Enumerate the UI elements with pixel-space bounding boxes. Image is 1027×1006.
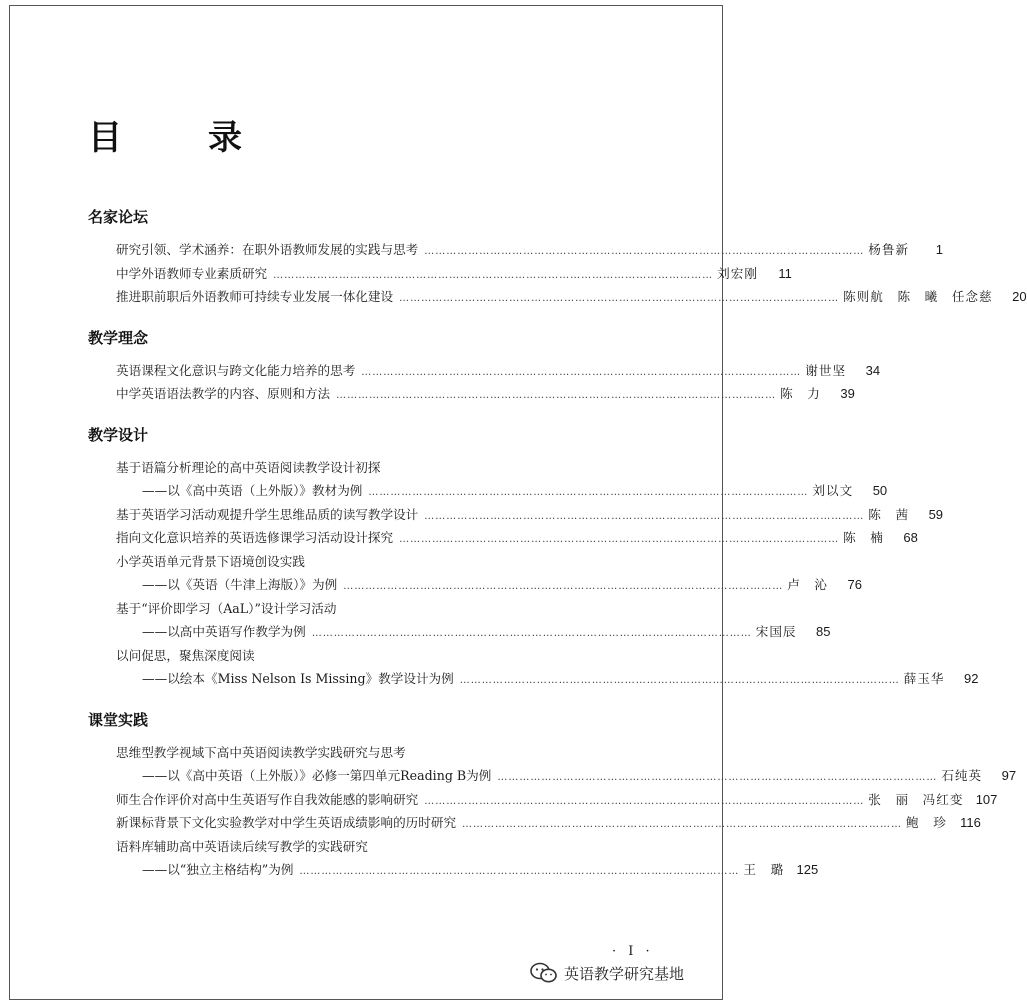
toc-entry <box>116 550 648 574</box>
entry-author: 王 璐 <box>743 862 785 877</box>
entry-title: 以问促思，聚焦深度阅读 <box>116 647 255 663</box>
entry-list <box>88 238 1027 309</box>
toc-entry[interactable] <box>116 262 792 286</box>
entry-title: 推进职前职后外语教师可持续专业发展一体化建设 <box>116 289 394 304</box>
page-title: 目 录 <box>88 118 268 158</box>
dot-leader: ………………………………………………………………………………………………………… <box>311 628 752 639</box>
dot-leader: ………………………………………………………………………………………………………… <box>343 581 784 592</box>
entry-page: 92 <box>964 671 979 686</box>
toc-subtitle-entry[interactable] <box>116 667 979 691</box>
entry-author: 杨鲁新 <box>868 242 910 257</box>
entry-title: ——以《英语（牛津上海版）》为例 <box>142 577 338 592</box>
entry-author: 薛玉华 <box>903 671 945 686</box>
toc-section <box>88 703 1017 882</box>
entry-title: 语料库辅助高中英语读后续写教学的实践研究 <box>116 838 368 854</box>
table-of-contents <box>88 200 1027 894</box>
entry-title: 指向文化意识培养的英语选修课学习活动设计探究 <box>116 530 394 545</box>
toc-section <box>88 321 881 406</box>
section-title: 课堂实践 <box>88 710 149 729</box>
watermark <box>530 962 684 984</box>
dot-leader: ………………………………………………………………………………………………………… <box>424 246 865 257</box>
toc-entry[interactable] <box>116 382 855 406</box>
dot-leader: ………………………………………………………………………………………………………… <box>368 487 809 498</box>
entry-author: 宋国辰 <box>755 624 797 639</box>
entry-list <box>88 359 881 406</box>
entry-title: ——以《高中英语（上外版）》必修一第四单元Reading B为例 <box>142 768 492 783</box>
entry-author: 卢 沁 <box>787 577 828 592</box>
toc-entry <box>116 597 648 621</box>
entry-title: 中学英语语法教学的内容、原则和方法 <box>116 386 331 401</box>
dot-leader: ………………………………………………………………………………………………………… <box>459 675 900 686</box>
toc-entry[interactable] <box>116 788 998 812</box>
entry-page: 107 <box>975 791 998 807</box>
entry-page: 125 <box>796 862 819 877</box>
entry-page: 97 <box>1001 768 1017 783</box>
entry-title: 研究引领、学术涵养：在职外语教师发展的实践与思考 <box>116 242 419 257</box>
entry-title: ——以“独立主格结构”为例 <box>142 862 294 877</box>
dot-leader: ………………………………………………………………………………………………………… <box>462 819 903 830</box>
entry-title: 基于英语学习活动观提升学生思维品质的读写教学设计 <box>116 506 419 522</box>
entry-list <box>88 741 1017 882</box>
dot-leader: ………………………………………………………………………………………………………… <box>399 534 840 545</box>
entry-title: ——以高中英语写作教学为例 <box>142 624 306 639</box>
entry-author: 陈则航 陈 曦 任念慈 <box>843 289 993 304</box>
entry-page: 116 <box>960 815 981 830</box>
section-title: 教学设计 <box>88 425 149 444</box>
entry-page: 39 <box>840 386 855 401</box>
entry-author: 张 丽 冯红变 <box>868 791 964 807</box>
entry-page: 11 <box>778 265 792 281</box>
entry-title: 思维型教学视域下高中英语阅读教学实践研究与思考 <box>116 744 406 760</box>
dot-leader: ………………………………………………………………………………………………………… <box>299 866 740 877</box>
entry-page: 20 <box>1012 289 1027 304</box>
toc-subtitle-entry[interactable] <box>116 764 1017 788</box>
entry-page: 68 <box>903 530 918 545</box>
entry-author: 谢世坚 <box>805 362 847 378</box>
toc-entry[interactable] <box>116 359 881 383</box>
entry-title: 基于语篇分析理论的高中英语阅读教学设计初探 <box>116 459 381 475</box>
toc-subtitle-entry[interactable] <box>116 479 888 503</box>
toc-entry[interactable] <box>116 238 944 262</box>
toc-subtitle-entry[interactable] <box>116 858 819 882</box>
entry-author: 陈 茜 <box>868 506 910 522</box>
dot-leader: ………………………………………………………………………………………………………… <box>424 795 865 807</box>
watermark-text: 英语教学研究基地 <box>564 964 685 983</box>
entry-title: 英语课程文化意识与跨文化能力培养的思考 <box>116 362 356 378</box>
entry-page: 59 <box>928 506 944 522</box>
toc-section <box>88 200 1027 309</box>
toc-subtitle-entry[interactable] <box>116 620 831 644</box>
toc-entry <box>116 456 648 480</box>
page-number: · I · <box>612 944 654 959</box>
dot-leader: ………………………………………………………………………………………………………… <box>336 390 777 401</box>
entry-title: 中学外语教师专业素质研究 <box>116 265 268 281</box>
entry-title: 师生合作评价对高中生英语写作自我效能感的影响研究 <box>116 791 419 807</box>
toc-subtitle-entry[interactable] <box>116 573 862 597</box>
dot-leader: ………………………………………………………………………………………………………… <box>273 269 714 281</box>
entry-author: 鲍 珍 <box>906 815 947 830</box>
entry-author: 陈 楠 <box>843 530 884 545</box>
toc-entry[interactable] <box>116 503 944 527</box>
dot-leader: ………………………………………………………………………………………………………… <box>497 772 938 783</box>
toc-entry[interactable] <box>116 526 918 550</box>
entry-title: 新课标背景下文化实验教学对中学生英语成绩影响的历时研究 <box>116 815 457 830</box>
dot-leader: ………………………………………………………………………………………………………… <box>361 366 802 378</box>
entry-page: 34 <box>865 362 881 378</box>
dot-leader: ………………………………………………………………………………………………………… <box>424 510 865 522</box>
entry-title: 基于“评价即学习（AaL）”设计学习活动 <box>116 600 337 616</box>
toc-entry <box>116 741 648 765</box>
toc-section <box>88 418 979 691</box>
entry-list <box>88 456 979 691</box>
entry-page: 85 <box>816 624 831 639</box>
entry-page: 76 <box>847 577 862 592</box>
toc-entry <box>116 835 648 859</box>
entry-author: 石纯英 <box>941 768 983 783</box>
entry-page: 50 <box>872 483 888 498</box>
entry-title: ——以绘本《Miss Nelson Is Missing》教学设计为例 <box>142 671 454 686</box>
entry-author: 陈 力 <box>780 386 821 401</box>
entry-title: 小学英语单元背景下语境创设实践 <box>116 553 305 569</box>
section-title: 名家论坛 <box>88 208 149 226</box>
dot-leader: ………………………………………………………………………………………………………… <box>399 293 840 304</box>
entry-author: 刘宏刚 <box>717 265 758 281</box>
entry-title: ——以《高中英语（上外版）》教材为例 <box>142 483 363 498</box>
section-title: 教学理念 <box>88 328 149 347</box>
toc-entry[interactable] <box>116 285 1027 309</box>
toc-entry <box>116 644 648 668</box>
wechat-icon <box>530 962 558 984</box>
toc-entry[interactable] <box>116 811 981 835</box>
entry-author: 刘以文 <box>812 483 854 498</box>
entry-page: 1 <box>935 242 944 257</box>
